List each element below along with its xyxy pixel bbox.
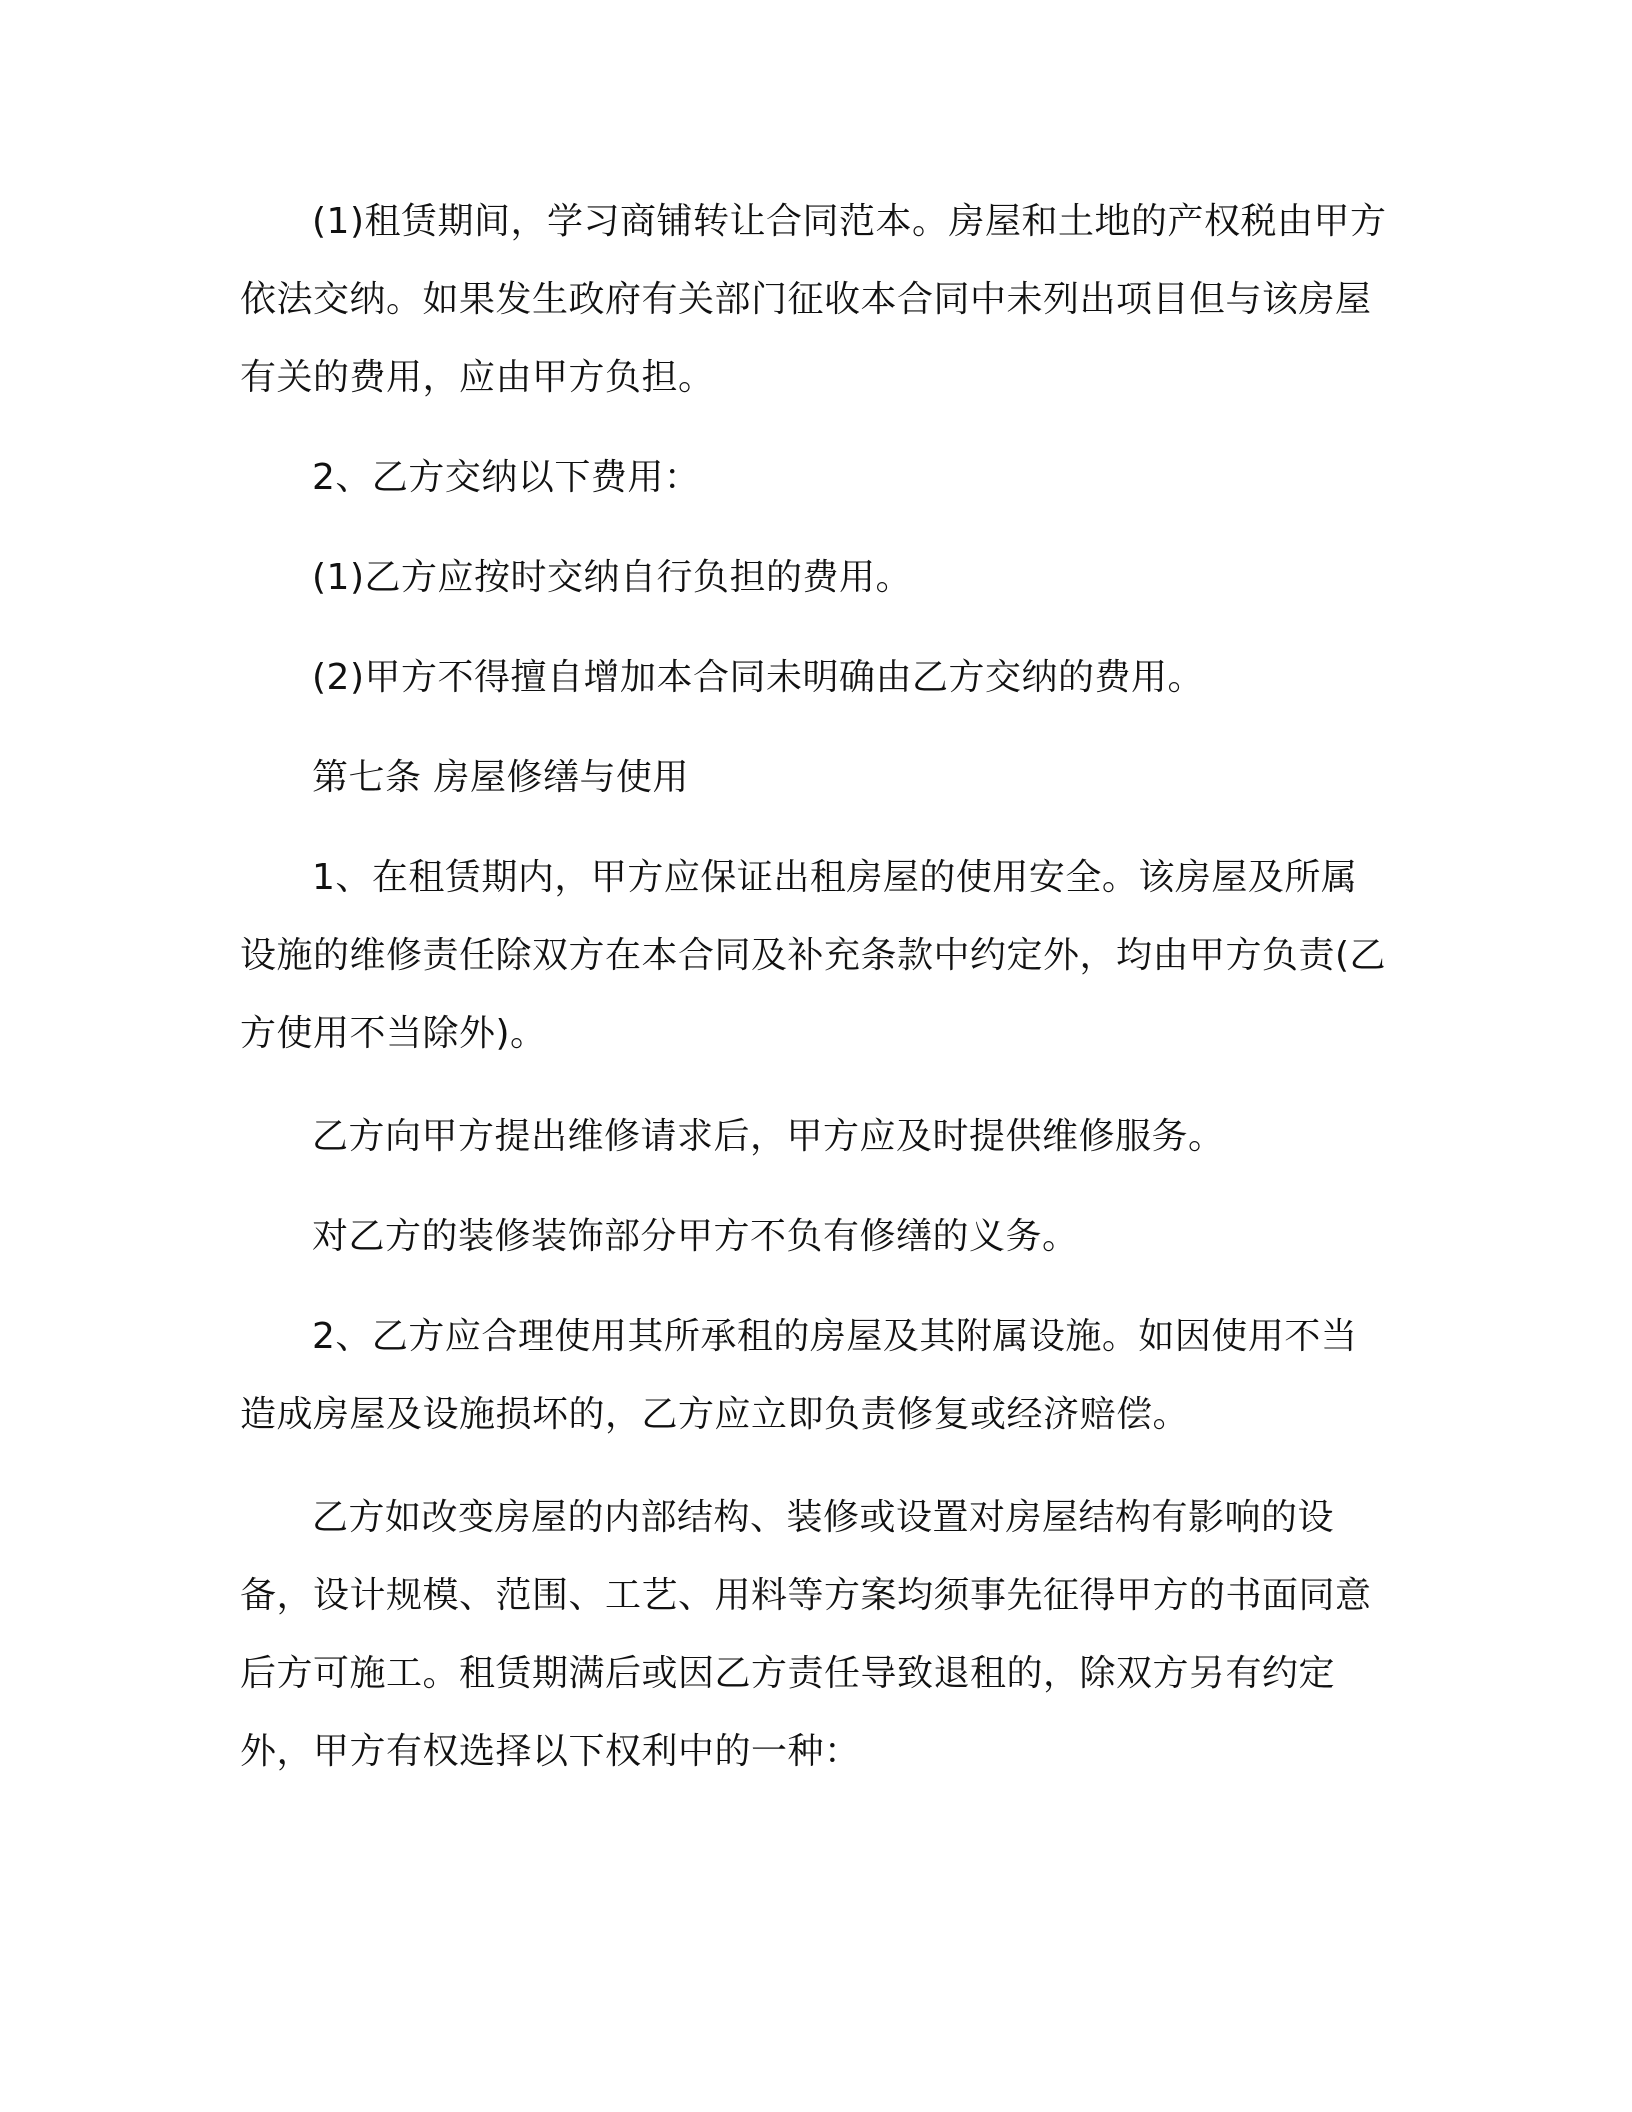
paragraph-7-1-safety: 1、在租赁期内，甲方应保证出租房屋的使用安全。该房屋及所属设施的维修责任除双方在本合同及补充条款中约定外，均由甲方负责(乙方使用不当除外)。 — [240, 857, 1387, 1054]
paragraph-1-1-tax: (1)租赁期间，学习商铺转让合同范本。房屋和土地的产权税由甲方依法交纳。如果发生政府有关部门征收本合同中未列出项目但与该房屋有关的费用，应由甲方负担。 — [240, 201, 1387, 398]
article-7-heading: 第七条 房屋修缮与使用 — [312, 757, 689, 798]
paragraph-2-1-pay-on-time: (1)乙方应按时交纳自行负担的费用。 — [312, 557, 912, 598]
paragraph-2-tenant-fees: 2、乙方交纳以下费用： — [312, 457, 701, 498]
document-body — [240, 183, 1390, 1791]
paragraph-2-2-no-extra-fees: (2)甲方不得擅自增加本合同未明确由乙方交纳的费用。 — [312, 657, 1204, 698]
paragraph-decoration-repair: 对乙方的装修装饰部分甲方不负有修缮的义务。 — [312, 1216, 1079, 1257]
paragraph-repair-request: 乙方向甲方提出维修请求后，甲方应及时提供维修服务。 — [312, 1116, 1225, 1157]
paragraph-structure-change: 乙方如改变房屋的内部结构、装修或设置对房屋结构有影响的设备，设计规模、范围、工艺、用料等方案均须事先征得甲方的书面同意后方可施工。租赁期满后或因乙方责任导致退租的，除双方另有约定外，甲方有权选择以下权利中的一种： — [240, 1497, 1372, 1772]
paragraph-7-2-reasonable-use: 2、乙方应合理使用其所承租的房屋及其附属设施。如因使用不当造成房屋及设施损坏的，乙方应立即负责修复或经济赔偿。 — [240, 1316, 1358, 1435]
